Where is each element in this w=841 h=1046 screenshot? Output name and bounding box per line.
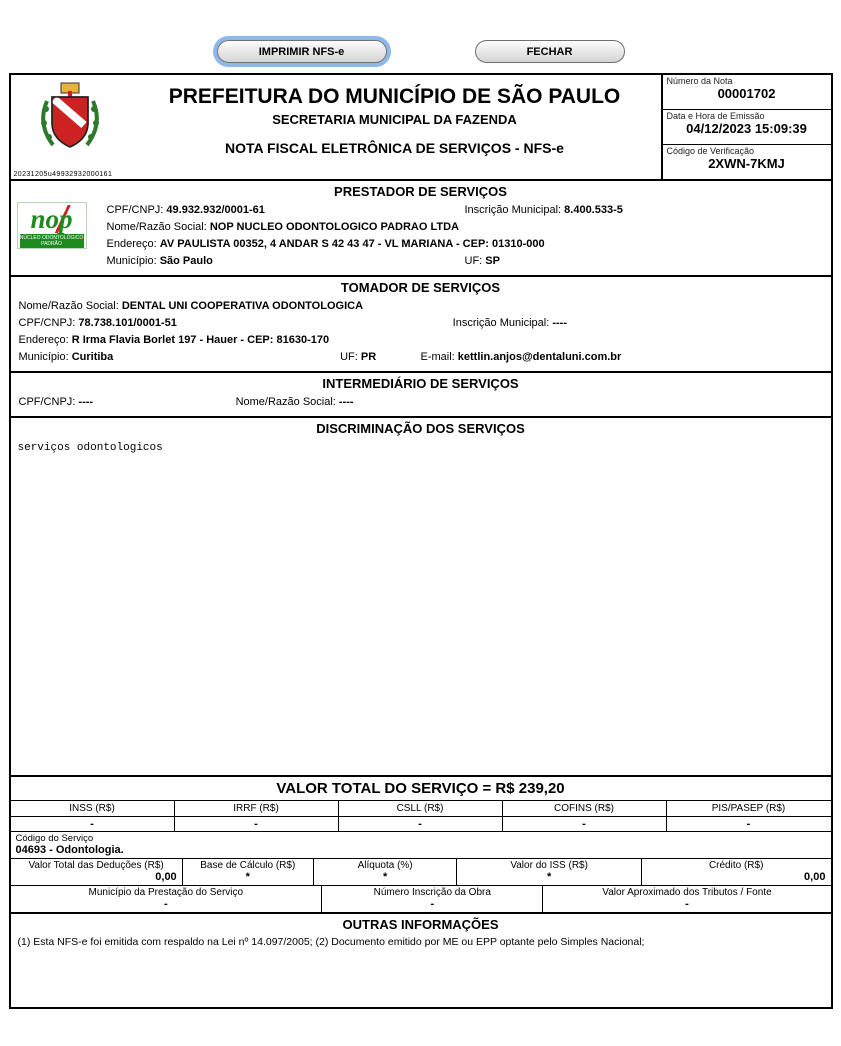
intermediario-section (11, 371, 831, 416)
tomador-row-nome (17, 298, 825, 315)
header-logo-area (11, 75, 129, 179)
nota-numero-value: 00001702 (717, 86, 776, 101)
emissao-cell (663, 110, 831, 145)
tax-header-pispasep: PIS/PASEP (R$) (667, 801, 831, 817)
toolbar (0, 0, 841, 63)
prestador-nome-label: Nome/Razão Social: (106, 221, 210, 233)
outras-informacoes-section (11, 912, 831, 1007)
intermediario-title: INTERMEDIÁRIO DE SERVIÇOS (322, 376, 519, 391)
prestador-im-value: 8.400.533-5 (564, 204, 623, 216)
prestador-im-label: Inscrição Municipal: (464, 204, 565, 216)
tax-header-csll: CSLL (R$) (339, 801, 503, 817)
tax-value-csll: - (339, 817, 503, 831)
valor-total: VALOR TOTAL DO SERVIÇO = R$ 239,20 (11, 775, 831, 800)
tomador-endereco-label: Endereço: (18, 334, 72, 346)
tomador-email-value: kettlin.anjos@dentaluni.com.br (457, 351, 622, 363)
tax-value-inss: - (11, 817, 175, 831)
tax-value-irrf: - (175, 817, 339, 831)
tomador-cpf-label: CPF/CNPJ: (18, 317, 79, 329)
tax-value-pispasep: - (746, 818, 751, 830)
valor-tributos-label: Valor Aproximado dos Tributos / Fonte (602, 887, 772, 898)
tomador-cpf-value: 78.738.101/0001-51 (78, 317, 177, 329)
tomador-section (11, 275, 831, 371)
tax-header-inss: INSS (R$) (11, 801, 175, 817)
municipio-prestacao-label: Município da Prestação do Serviço (11, 886, 323, 898)
discriminacao-section (11, 416, 831, 775)
tomador-row-endereco (17, 332, 825, 349)
nota-numero-cell (663, 75, 831, 110)
prestador-logo (17, 202, 95, 270)
outras-informacoes-title: OUTRAS INFORMAÇÕES (342, 917, 499, 932)
codigo-servico-label: Código do Serviço (15, 833, 94, 844)
valor-tributos-value: - (685, 898, 689, 910)
prestador-title: PRESTADOR DE SERVIÇOS (334, 184, 507, 199)
deducoes-label: Valor Total das Deduções (R$) (11, 859, 183, 871)
prestador-logo-subtext: NÚCLEO ODONTOLÓGICO PADRÃO (19, 235, 84, 247)
valor-iss-value: * (457, 871, 642, 885)
header-subtitle: SECRETARIA MUNICIPAL DA FAZENDA (272, 112, 517, 127)
credito-value: 0,00 (804, 871, 826, 883)
tomador-municipio-label: Município: (18, 351, 72, 363)
tomador-row-cnpj (17, 315, 825, 332)
extras-table (11, 885, 831, 912)
tax-header-cofins: COFINS (R$) (503, 801, 667, 817)
intermediario-nome-label: Nome/Razão Social: (235, 396, 339, 408)
emissao-label: Data e Hora de Emissão (666, 111, 765, 121)
base-calculo-label: Base de Cálculo (R$) (183, 859, 314, 871)
codigo-servico (11, 831, 831, 858)
document-control-number: 20231205u49932932000161 (13, 171, 113, 178)
tax-header-irrf: IRRF (R$) (175, 801, 339, 817)
tomador-email-label: E-mail: (420, 351, 458, 363)
intermediario-row (17, 394, 825, 411)
discriminacao-text: serviços odontologicos (17, 442, 163, 454)
tomador-nome-value: DENTAL UNI COOPERATIVA ODONTOLOGICA (121, 300, 364, 312)
prestador-uf-label: UF: (464, 255, 486, 267)
document-title: NOTA FISCAL ELETRÔNICA DE SERVIÇOS - NFS-e (225, 140, 564, 156)
page-title: PREFEITURA DO MUNICÍPIO DE SÃO PAULO (168, 85, 621, 108)
verificacao-label: Código de Verificação (666, 146, 755, 156)
verificacao-cell (663, 145, 831, 179)
tax-table (11, 800, 831, 831)
aliquota-label: Alíquota (%) (314, 859, 458, 871)
prestador-cpf-value: 49.932.932/0001-61 (166, 204, 265, 216)
tomador-municipio-value: Curitiba (71, 351, 114, 363)
inscricao-obra-value: - (322, 898, 543, 912)
document-header (11, 75, 831, 179)
prestador-endereco-label: Endereço: (106, 238, 160, 250)
tomador-endereco-value: R Irma Flavia Borlet 197 - Hauer - CEP: 81630-170 (71, 334, 330, 346)
municipio-prestacao-value: - (11, 898, 323, 912)
prestador-section (11, 179, 831, 275)
tomador-title: TOMADOR DE SERVIÇOS (340, 280, 501, 295)
discriminacao-title: DISCRIMINAÇÃO DOS SERVIÇOS (316, 421, 525, 436)
tomador-row-municipio (17, 349, 825, 366)
prestador-endereco-value: AV PAULISTA 00352, 4 ANDAR S 42 43 47 - VL MARIANA - CEP: 01310-000 (159, 238, 545, 250)
header-titles (129, 75, 661, 179)
tomador-uf-value: PR (360, 351, 377, 363)
tomador-nome-label: Nome/Razão Social: (18, 300, 122, 312)
prestador-row-municipio (105, 253, 825, 270)
inscricao-obra-label: Número Inscrição da Obra (322, 886, 543, 898)
tomador-im-value: ---- (552, 317, 567, 329)
print-nfse-button[interactable]: IMPRIMIR NFS-e (217, 40, 387, 63)
valor-iss-label: Valor do ISS (R$) (457, 859, 642, 871)
prestador-uf-value: SP (485, 255, 500, 267)
prestador-row-endereco (105, 236, 825, 253)
prestador-cpf-label: CPF/CNPJ: (106, 204, 167, 216)
base-calculo-value: * (183, 871, 314, 885)
prestador-row-nome (105, 219, 825, 236)
prestador-municipio-value: São Paulo (159, 255, 213, 267)
prestador-logo-text: nop (20, 205, 84, 233)
intermediario-cpf-label: CPF/CNPJ: (18, 396, 79, 408)
prestador-nome-value: NOP NUCLEO ODONTOLOGICO PADRAO LTDA (209, 221, 459, 233)
tomador-uf-label: UF: (340, 351, 361, 363)
tomador-im-label: Inscrição Municipal: (452, 317, 553, 329)
prestador-municipio-label: Município: (106, 255, 160, 267)
aliquota-value: * (314, 871, 458, 885)
tax-value-cofins: - (503, 817, 667, 831)
sao-paulo-coat-of-arms-icon (37, 79, 103, 161)
intermediario-cpf-value: ---- (78, 396, 94, 408)
codigo-servico-value: 04693 - Odontologia. (15, 844, 124, 856)
emissao-value: 04/12/2023 15:09:39 (686, 121, 807, 136)
close-button[interactable]: FECHAR (475, 40, 625, 63)
nfse-document (9, 73, 833, 1009)
verificacao-value: 2XWN-7KMJ (708, 156, 785, 171)
credito-label: Crédito (R$) (708, 860, 764, 871)
nota-numero-label: Número da Nota (666, 76, 733, 86)
prestador-row-cnpj (105, 202, 825, 219)
deducoes-table (11, 858, 831, 885)
deducoes-value: 0,00 (11, 871, 183, 885)
nota-info-box (661, 75, 831, 179)
intermediario-nome-value: ---- (338, 396, 354, 408)
outras-informacoes-text: (1) Esta NFS-e foi emitida com respaldo na Lei nº 14.097/2005; (2) Documento emitido por ME ou EPP optante pelo Simples Nacional; (17, 936, 645, 948)
